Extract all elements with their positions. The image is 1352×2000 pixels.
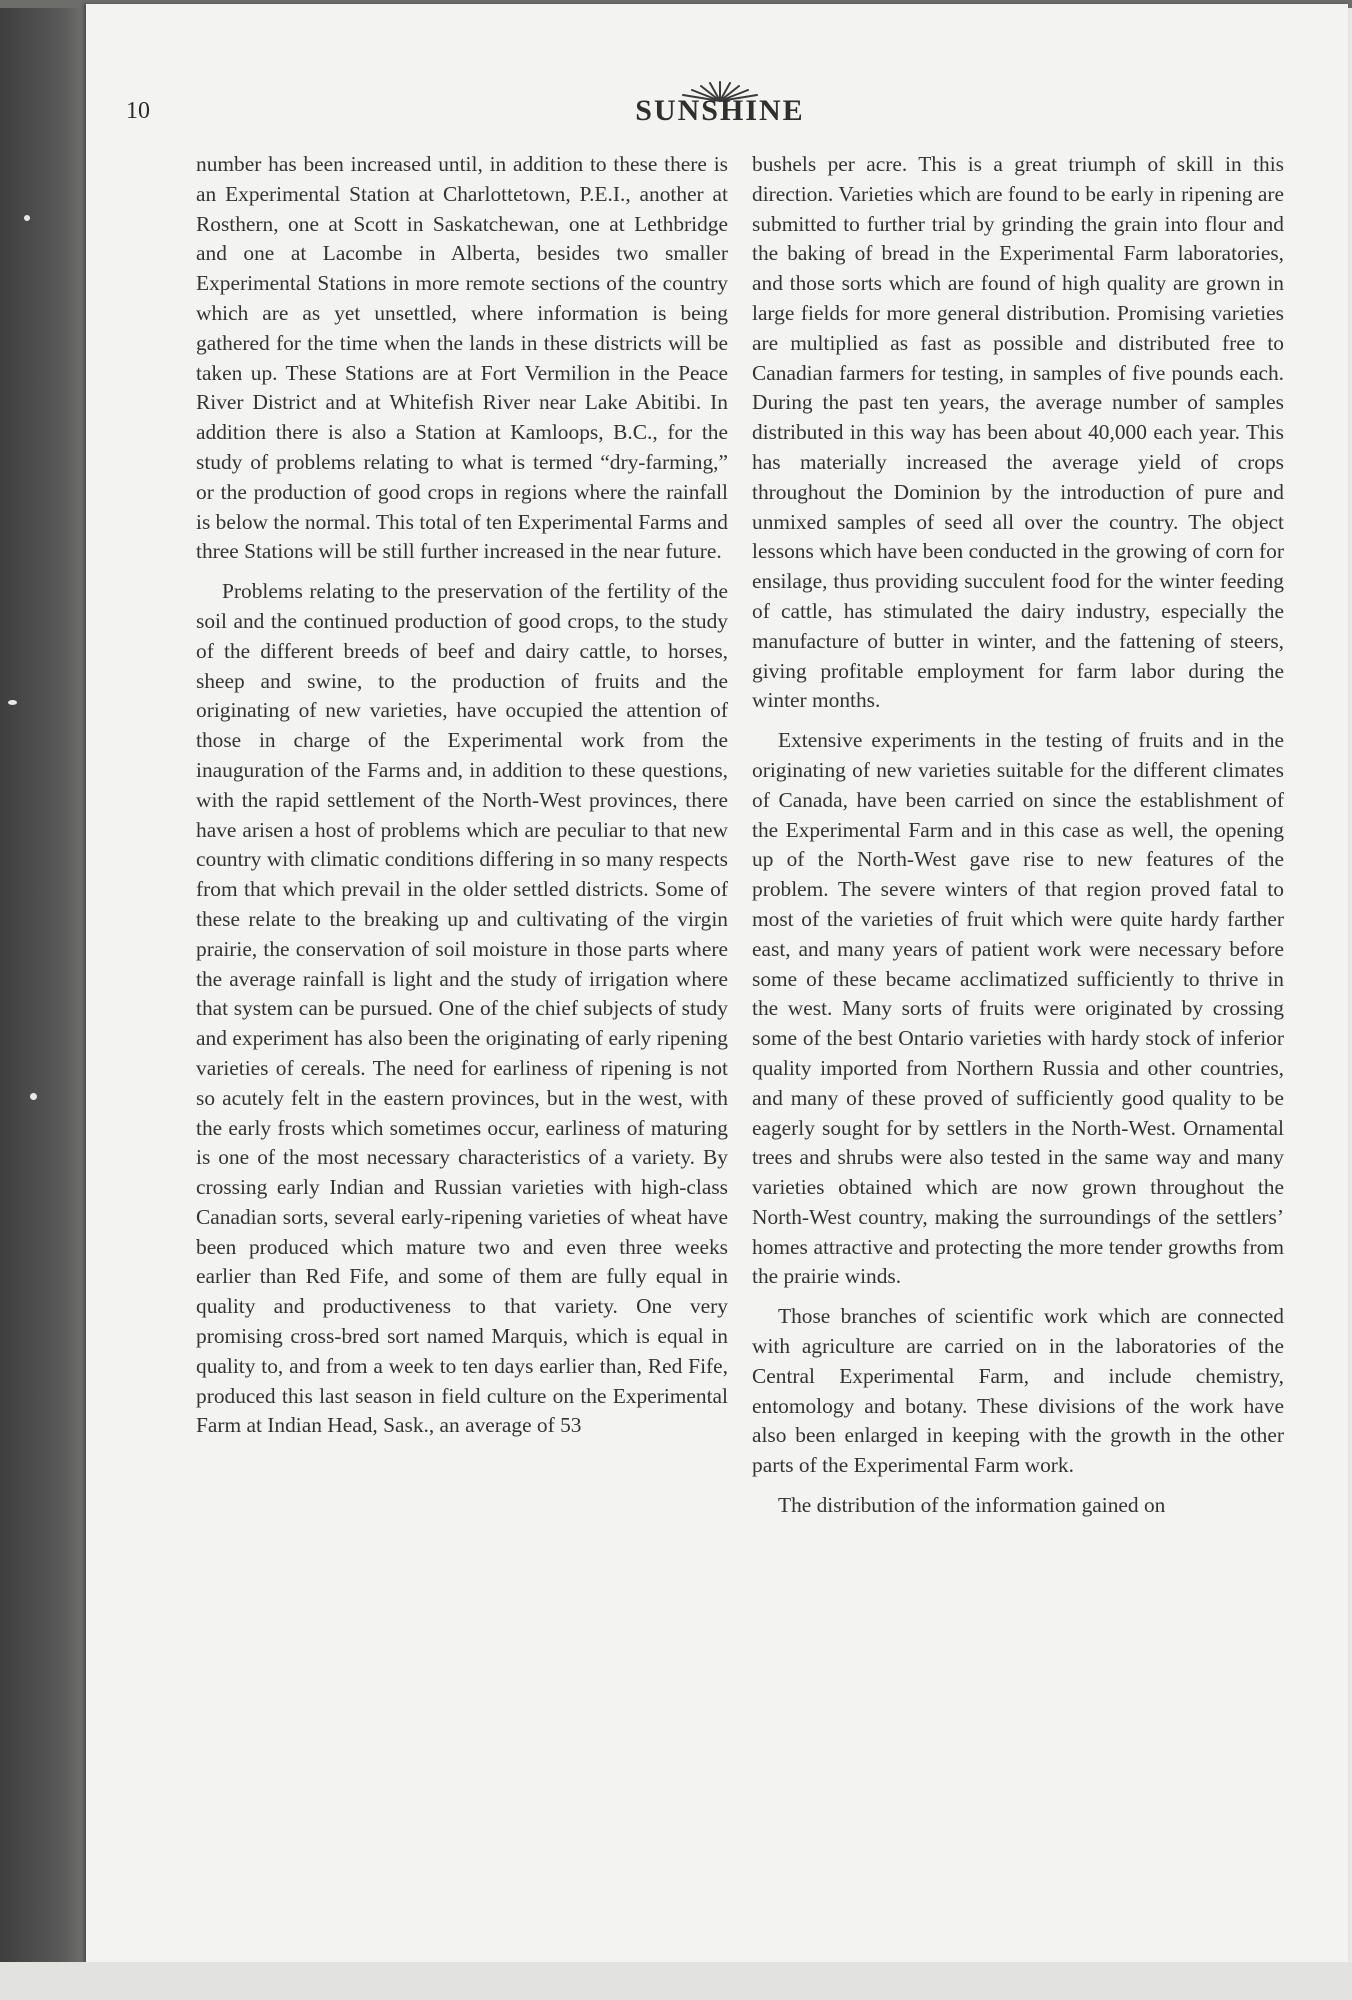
page-header bbox=[0, 94, 1352, 138]
paragraph: Those branches of scientific work which are connected with agriculture are carried on in the laboratories of the Central Experimental Farm, and include chemistry, entomology and botany. These divisions of the work have also been enlarged in keeping with the growth in the other parts of the Experimental Farm work. bbox=[752, 1304, 1284, 1478]
scan-speck bbox=[8, 700, 17, 705]
text-column-left bbox=[196, 150, 728, 1451]
paragraph: The distribution of the information gained on bbox=[778, 1493, 1166, 1518]
paragraph: Extensive experiments in the testing of fruits and in the originating of new varieties suitable for the different climates of Canada, have been carried on since the establishment of the Experimental Farm and in this case as well, the opening up of the North-West gave rise to new features of the problem. The severe winters of that region proved fatal to most of the varieties of fruit which were quite hardy farther east, and many years of patient work were necessary before some of these became acclimatized sufficiently to thrive in the west. Many sorts of fruits were originated by crossing some of the best Ontario varieties with hardy stock of inferior quality imported from Northern Russia and other countries, and many of these proved of sufficiently good quality to be eagerly sought for by settlers in the North-West. Ornamental trees and shrubs were also tested in the same way and many varieties obtained which are now grown throughout the North-West country, making the surroundings of the settlers’ homes attractive and protecting the more tender growths from the prairie winds. bbox=[752, 728, 1284, 1289]
magazine-title: SUNSHINE bbox=[635, 94, 805, 127]
text-column-right bbox=[752, 150, 1284, 1531]
paragraph: bushels per acre. This is a great triumph of skill in this direction. Varieties which are found to be early in ripening are submitted to further trial by grinding the grain into flour and the baking of bread in the Experimental Farm laboratories, and those sorts which are found of high quality are grown in large fields for more general distribution. Promising varieties are multiplied as fast as possible and distributed free to Canadian farmers for testing, in samples of five pounds each. During the past ten years, the average number of samples distributed in this way has been about 40,000 each year. This has materially increased the average yield of crops throughout the Dominion by the introduction of pure and unmixed samples of seed all over the country. The object lessons which have been conducted in the growing of corn for ensilage, thus providing succulent food for the winter feeding of cattle, has stimulated the dairy industry, especially the manufacture of butter in winter, and the fattening of steers, giving profitable employment for farm labor during the winter months. bbox=[752, 152, 1284, 713]
scan-bottom-edge bbox=[0, 1962, 1352, 2000]
paragraph: number has been increased until, in addition to these there is an Experimental Station at Charlottetown, P.E.I., another at Rosthern, one at Scott in Saskatchewan, one at Lethbridge and one at Lacombe in Alberta, besides two smaller Experimental Stations in more remote sections of the country which are as yet unsettled, where information is being gathered for the time when the lands in these districts will be taken up. These Stations are at Fort Vermilion in the Peace River District and at Whitefish River near Lake Abitibi. In addition there is also a Station at Kamloops, B.C., for the study of problems relating to what is termed “dry-farming,” or the production of good crops in regions where the rainfall is below the normal. This total of ten Experimental Farms and three Stations will be still further increased in the near future. bbox=[196, 152, 728, 564]
scan-speck bbox=[30, 1093, 37, 1100]
page-number: 10 bbox=[126, 98, 150, 124]
scan-speck bbox=[24, 215, 30, 221]
paragraph: Problems relating to the preservation of the fertility of the soil and the continued production of good crops, to the study of the different breeds of beef and dairy cattle, to horses, sheep and swine, to the production of fruits and the originating of new varieties, have occupied the attention of those in charge of the Experimental work from the inauguration of the Farms and, in addition to these questions, with the rapid settlement of the North-West provinces, there have arisen a host of problems which are peculiar to that new country with climatic conditions differing in so many respects from that which prevail in the older settled districts. Some of these relate to the breaking up and cultivating of the virgin prairie, the conservation of soil moisture in those parts where the average rainfall is light and the study of irrigation where that system can be pursued. One of the chief subjects of study and experiment has also been the originating of early ripening varieties of cereals. The need for earliness of ripening is not so acutely felt in the eastern provinces, but in the west, with the early frosts which sometimes occur, earliness of maturing is one of the most necessary characteristics of a variety. By crossing early Indian and Russian varieties with high-class Canadian sorts, several early-ripening varieties of wheat have been produced which mature two and even three weeks earlier than Red Fife, and some of them are fully equal in quality and productiveness to that variety. One very promising cross-bred sort named Marquis, which is equal in quality to, and from a week to ten days earlier than, Red Fife, produced this last season in field culture on the Experimental Farm at Indian Head, Sask., an average of 53 bbox=[196, 579, 728, 1438]
